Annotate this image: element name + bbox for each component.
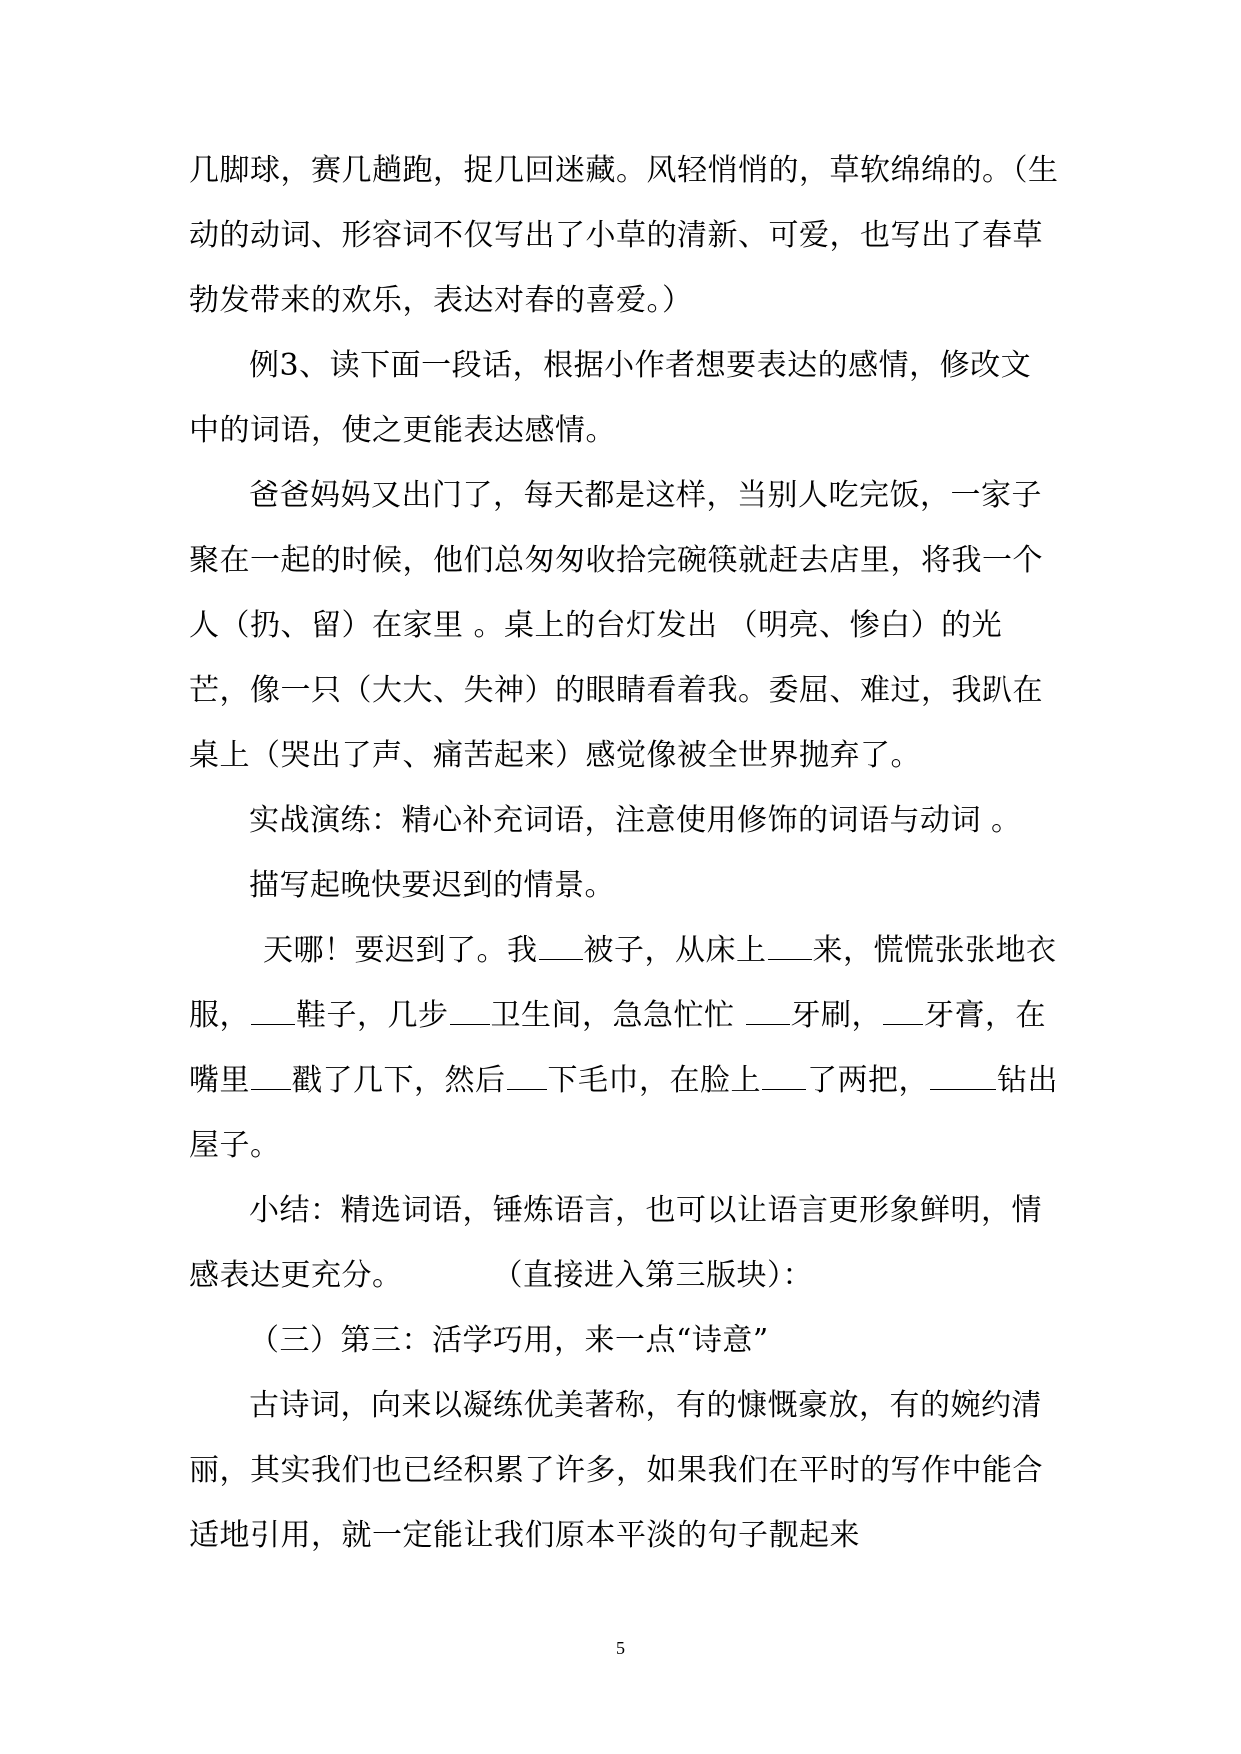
paragraph-example-3: 例3、读下面一段话，根据小作者想要表达的感情，修改文中的词语，使之更能表达感情。 [189, 348, 1032, 448]
fill-blank[interactable] [930, 1059, 996, 1090]
paragraph-spring-grass: 几脚球，赛几趟跑，捉几回迷藏。风轻悄悄的，草软绵绵的。（生动的动词、形容词不仅写出了小草的清新、可爱，也写出了春草勃发带来的欢乐，表达对春的喜爱。） [189, 153, 1059, 318]
fill-blank[interactable] [883, 994, 923, 1025]
fill-text: 牙刷， [790, 998, 883, 1033]
fill-text: 了两把， [807, 1063, 929, 1098]
fill-blank[interactable] [251, 994, 295, 1025]
paragraph-summary [189, 1178, 1059, 1308]
summary-note: （直接进入第三版块）： [492, 1258, 813, 1293]
fill-text: 被子，从床上 [583, 933, 767, 968]
page-number: 5 [616, 1638, 625, 1658]
paragraph-poetry: 古诗词，向来以凝练优美著称，有的慷慨豪放，有的婉约清丽，其实我们也已经积累了许多，如果我们在平时的写作中能合适地引用，就一定能让我们原本平淡的句子靓起来 [189, 1388, 1043, 1553]
fill-text: 卫生间，急急忙忙 [490, 998, 745, 1033]
fill-blank[interactable] [539, 929, 583, 960]
paragraph-late-scene-prompt: 描写起晚快要迟到的情景。 [249, 868, 615, 903]
fill-text: 钻出屋子。 [189, 1063, 1058, 1163]
paragraph-fill-blank [189, 918, 1059, 1178]
fill-blank[interactable] [746, 994, 790, 1025]
fill-blank[interactable] [450, 994, 490, 1025]
fill-text: 牙膏，在嘴里 [189, 998, 1047, 1098]
fill-text: 戳了几下，然后 [292, 1063, 506, 1098]
fill-blank[interactable] [762, 1059, 806, 1090]
fill-text: 鞋子，几步 [296, 998, 449, 1033]
fill-text: 天哪！要迟到了。我 [263, 933, 538, 968]
summary-text: 小结：精选词语，锤炼语言，也可以让语言更形象鲜明，情感表达更充分。 [189, 1193, 1042, 1293]
paragraph-parents-story: 爸爸妈妈又出门了，每天都是这样，当别人吃完饭，一家子聚在一起的时候，他们总匆匆收拾完碗筷就赶去店里，将我一个人（扔、留）在家里 。桌上的台灯发出 （明亮、惨白）的光芒，像一只（大大、失神）的眼睛看着我。委屈、难过，我趴在桌上（哭出了声、痛苦起来）感觉像被全世界抛弃了。 [189, 478, 1043, 773]
fill-text: 来，慌慌张张地衣服， [189, 933, 1057, 1033]
section-heading-three: （三）第三：活学巧用，来一点“诗意” [249, 1323, 769, 1358]
fill-blank[interactable] [251, 1059, 291, 1090]
fill-text: 下毛巾，在脸上 [547, 1063, 761, 1098]
body-text [189, 138, 1059, 1568]
fill-blank[interactable] [768, 929, 812, 960]
fill-blank[interactable] [507, 1059, 547, 1090]
paragraph-practice: 实战演练：精心补充词语，注意使用修饰的词语与动词 。 [249, 803, 1022, 838]
